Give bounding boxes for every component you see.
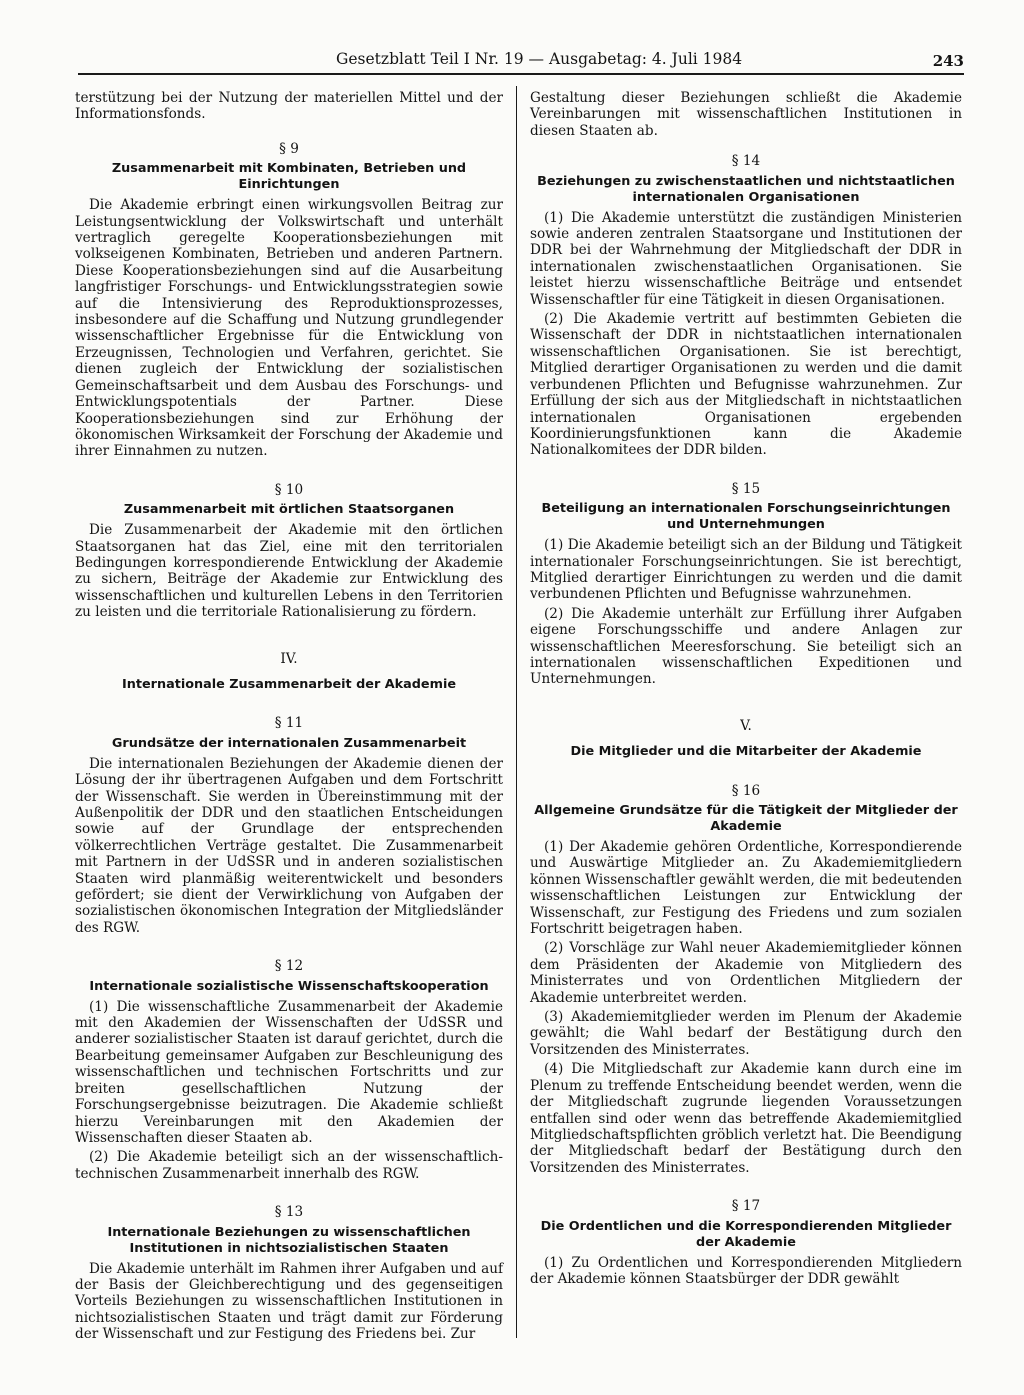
paragraph-number: § 15 bbox=[731, 480, 761, 497]
body-text: (2) Die Akademie unterhält zur Erfüllung ihrer Aufgaben eigene Forschungsschiffe und andere Anlagen zur wissenschaftlichen Meeresforschung. Sie beteiligt sich an internationalen wissenschaftlichen Expeditionen und Unternehmungen. bbox=[530, 605, 962, 688]
page-header bbox=[78, 48, 964, 74]
right-column bbox=[530, 90, 962, 1290]
body-text: (2) Vorschläge zur Wahl neuer Akademiemitglieder können dem Präsidenten der Akademie von Mitgliedern des Ministerrates und von Ordentlichen Mitgliedern der Akademie unterbreitet werden. bbox=[530, 940, 962, 1006]
paragraph-heading: Internationale sozialistische Wissenschaftskooperation bbox=[89, 978, 489, 994]
body-text: Die Zusammenarbeit der Akademie mit den örtlichen Staatsorganen hat das Ziel, eine mit den territorialen Bedingungen korrespondierende Entwicklung der Akademie zu sichern, Beiträge der Akademie zur Entwicklung des wissenschaftlichen und kulturellen Lebens in den Territorien zu leisten und die territoriale Rationalisierung zu fördern. bbox=[75, 522, 503, 621]
header-rule bbox=[78, 73, 964, 75]
paragraph-number: § 9 bbox=[279, 140, 299, 157]
body-text: Die internationalen Beziehungen der Akademie dienen der Lösung der ihr übertragenen Aufgaben und dem Fortschritt der Wissenschaft. Sie werden in Übereinstimmung mit der Außenpolitik der DDR und den staatlichen Entscheidungen sowie auf der Grundlage der entsprechenden völkerrechtlichen Verträge gestaltet. Die Zusammenarbeit mit Partnern in der UdSSR und in anderen sozialistischen Staaten wird planmäßig weiterentwickelt und besonders gefördert; sie dient der Verwirklichung von Aufgaben der sozialistischen ökonomischen Integration der Mitgliedsländer des RGW. bbox=[75, 755, 503, 936]
body-text: (1) Die Akademie beteiligt sich an der Bildung und Tätigkeit internationaler Forschungseinrichtungen. Sie ist berechtigt, Mitglied derartiger Einrichtungen zu werden und die damit verbundenen Pflichten und Befugnisse wahrzunehmen. bbox=[530, 537, 962, 603]
section-number: IV. bbox=[280, 650, 298, 667]
paragraph-number: § 17 bbox=[731, 1198, 761, 1215]
continuation-text: terstützung bei der Nutzung der materiellen Mittel und der Informationsfonds. bbox=[75, 90, 503, 123]
paragraph-heading: Die Ordentlichen und die Korrespondierenden Mitglieder der Akademie bbox=[540, 1218, 952, 1250]
body-text: (2) Die Akademie beteiligt sich an der wissenschaftlich-technischen Zusammenarbeit innerhalb des RGW. bbox=[75, 1149, 503, 1182]
paragraph-number: § 13 bbox=[274, 1204, 304, 1221]
paragraph-heading: Zusammenarbeit mit örtlichen Staatsorganen bbox=[123, 502, 455, 518]
body-text: (2) Die Akademie vertritt auf bestimmten Gebieten die Wissenschaft der DDR in nichtstaatlichen internationalen wissenschaftlichen Organisationen. Sie ist berechtigt, Mitglied derartiger Organisationen zu werden und die damit verbundenen Pflichten und Befugnisse wahrzunehmen. Zur Erfüllung der sich aus der Mitgliedschaft in nichtstaatlichen internationalen Organisationen ergebenden Koordinierungsfunktionen kann die Akademie Nationalkomitees der DDR bilden. bbox=[530, 311, 962, 459]
paragraph-number: § 11 bbox=[274, 715, 304, 732]
paragraph-heading: Beziehungen zu zwischenstaatlichen und nichtstaatlichen internationalen Organisationen bbox=[537, 173, 955, 205]
left-column bbox=[75, 90, 503, 1346]
paragraph-heading: Zusammenarbeit mit Kombinaten, Betrieben und Einrichtungen bbox=[111, 161, 467, 193]
body-text: (3) Akademiemitglieder werden im Plenum der Akademie gewählt; die Wahl bedarf der Bestätigung durch den Vorsitzenden des Ministerrates. bbox=[530, 1009, 962, 1058]
body-text: (1) Der Akademie gehören Ordentliche, Korrespondierende und Auswärtige Mitglieder an. Zu Akademiemitgliedern können Wissenschaftler gewählt werden, die mit bedeutenden wissenschaftlichen Leistungen zur Entwicklung der Wissenschaft, zur Festigung des Friedens und zum sozialen Fortschritt beigetragen haben. bbox=[530, 839, 962, 938]
paragraph-heading: Beteiligung an internationalen Forschungseinrichtungen und Unternehmungen bbox=[541, 501, 951, 533]
paragraph-number: § 14 bbox=[731, 153, 761, 170]
body-text: Die Akademie unterhält im Rahmen ihrer Aufgaben und auf der Basis der Gleichberechtigung und des gegenseitigen Vorteils Beziehungen zu wissenschaftlichen Institutionen in nichtsozialistischen Staaten und trägt damit zur Förderung der Wissenschaft und zur Festigung des Friedens bei. Zur bbox=[75, 1260, 503, 1343]
section-heading: Die Mitglieder und die Mitarbeiter der Akademie bbox=[570, 744, 922, 760]
section-number: V. bbox=[740, 717, 752, 734]
paragraph-heading: Allgemeine Grundsätze für die Tätigkeit der Mitglieder der Akademie bbox=[534, 803, 958, 834]
paragraph-number: § 16 bbox=[731, 782, 761, 799]
body-text: (1) Zu Ordentlichen und Korrespondierenden Mitgliedern der Akademie können Staatsbürger der DDR gewählt bbox=[530, 1254, 962, 1287]
body-text: (4) Die Mitgliedschaft zur Akademie kann durch eine im Plenum zu treffende Entscheidung beendet werden, wenn die der Mitgliedschaft zugrunde liegenden Voraussetzungen entfallen sind oder wenn das betreffende Akademiemitglied Mitgliedschaftspflichten gröblich verletzt hat. Die Beendigung der Mitgliedschaft bedarf der Bestätigung durch den Vorsitzenden des Ministerrates. bbox=[530, 1061, 962, 1176]
body-text: (1) Die Akademie unterstützt die zuständigen Ministerien sowie anderen zentralen Staatsorgane und Institutionen der DDR bei der Wahrnehmung der Mitgliedschaft der DDR in internationalen zwischenstaatlichen Organisationen. Sie leistet hierzu wissenschaftliche Beiträge und entsendet Wissenschaftler für eine Tätigkeit in diesen Organisationen. bbox=[530, 209, 962, 308]
paragraph-number: § 10 bbox=[274, 481, 304, 498]
paragraph-heading: Internationale Beziehungen zu wissenschaftlichen Institutionen in nichtsozialistischen Staaten bbox=[107, 1224, 471, 1256]
body-text: (1) Die wissenschaftliche Zusammenarbeit der Akademie mit den Akademien der Wissenschaften der UdSSR und anderer sozialistischer Staaten ist darauf gerichtet, durch die Bearbeitung gemeinsamer Aufgaben zur Beschleunigung des wissenschaftlichen und technischen Fortschritts und zur breiten gesellschaftlichen Nutzung der Forschungsergebnisse beizutragen. Die Akademie schließt hierzu Vereinbarungen mit den Akademien der Wissenschaften dieser Staaten ab. bbox=[75, 998, 503, 1146]
header-title: Gesetzblatt Teil I Nr. 19 — Ausgabetag: 4. Juli 1984 bbox=[336, 50, 743, 68]
page-number: 243 bbox=[932, 52, 964, 70]
paragraph-heading: Grundsätze der internationalen Zusammenarbeit bbox=[111, 735, 467, 751]
paragraph-number: § 12 bbox=[274, 958, 304, 975]
section-heading: Internationale Zusammenarbeit der Akademie bbox=[121, 676, 457, 692]
column-divider bbox=[516, 86, 517, 1338]
body-text: Die Akademie erbringt einen wirkungsvollen Beitrag zur Leistungsentwicklung der Volkswirtschaft und unterhält vertraglich geregelte Kooperationsbeziehungen mit volkseigenen Kombinaten, Betrieben und anderen Partnern. Diese Kooperationsbeziehungen sind auf die Ausarbeitung langfristiger Forschungs- und Entwicklungsstrategien sowie auf die Intensivierung des Reproduktionsprozesses, insbesondere auf die Schaffung und Nutzung grundlegender wissenschaftlicher Ergebnisse für die Entwicklung von Erzeugnissen, Technologien und Verfahren, gerichtet. Sie dienen zugleich der Entwicklung der sozialistischen Gemeinschaftsarbeit und dem Ausbau des Forschungs- und Entwicklungspotentials der Partner. Diese Kooperationsbeziehungen sind zur Erhöhung der ökonomischen Wirksamkeit der Forschung der Akademie und ihrer Einnahmen zu nutzen. bbox=[75, 197, 503, 460]
continuation-text: Gestaltung dieser Beziehungen schließt die Akademie Vereinbarungen mit wissenschaftlichen Institutionen in diesen Staaten ab. bbox=[530, 90, 962, 139]
